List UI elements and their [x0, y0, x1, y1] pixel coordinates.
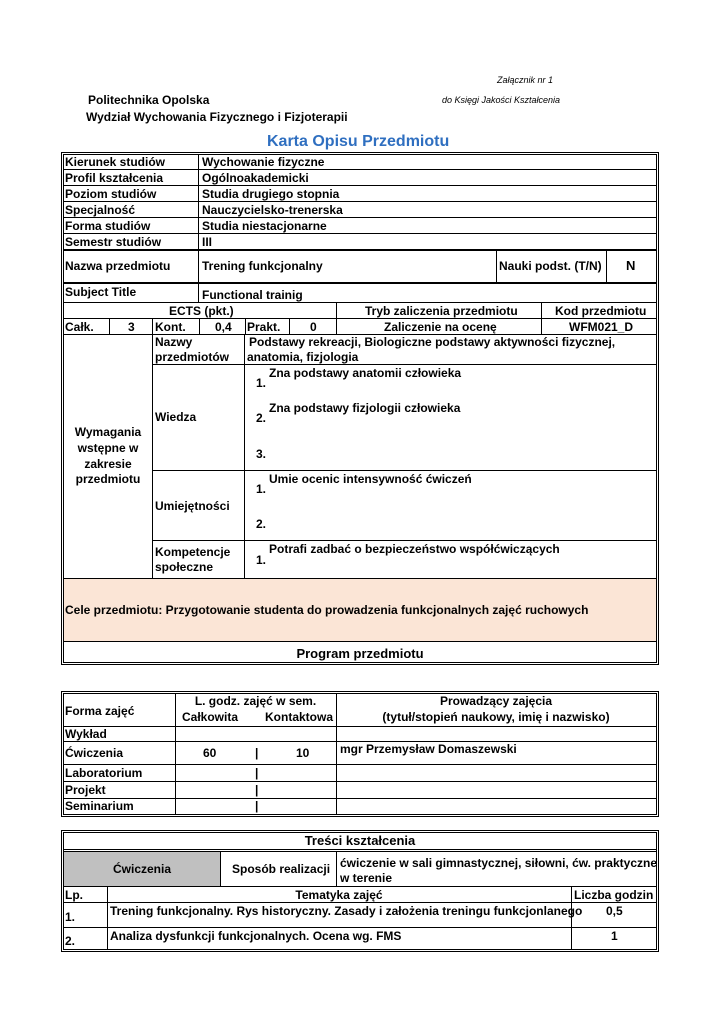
row-lecture-label: Wykład — [65, 727, 107, 741]
hours-header: L. godz. zajęć w sem. — [194, 694, 317, 708]
requirements-title-line3: zakresie — [84, 457, 132, 471]
delivery-method-line1: ćwiczenie w sali gimnastycznej, siłowni, ćw. praktyczne — [340, 856, 658, 870]
university-name: Politechnika Opolska — [88, 93, 210, 107]
prerequisite-names-label-line2: przedmiotów — [155, 350, 229, 364]
hours-contact-header: Kontaktowa — [265, 710, 334, 724]
ects-contact-label: Kont. — [155, 320, 186, 334]
topic-row-1-text: Trening funkcjonalny. Rys historyczny. Zasady i założenia treningu funkcjonlanego — [110, 904, 583, 918]
row-project-separator: | — [255, 783, 259, 797]
social-competence-label-line2: społeczne — [155, 560, 214, 574]
topic-row-2-text: Analiza dysfunkcji funkcjonalnych. Ocena wg. FMS — [110, 929, 402, 943]
knowledge-label: Wiedza — [155, 410, 197, 424]
col-topic-header: Tematyka zajęć — [295, 888, 383, 902]
info-label-specialty: Specjalność — [65, 203, 136, 217]
program-title: Program przedmiotu — [296, 646, 424, 661]
info-label-profile: Profil kształcenia — [65, 171, 164, 185]
prerequisite-names-value-line2: anatomia, fizjologia — [247, 350, 359, 364]
teacher-header-line2: (tytuł/stopień naukowy, imię i nazwisko) — [382, 710, 610, 724]
social-competence-item-1: Potrafi zadbać o bezpieczeństwo współćwiczących — [269, 542, 560, 556]
row-exercises-total: 60 — [203, 746, 217, 760]
ects-practical-label: Prakt. — [247, 320, 281, 334]
subject-name-label: Nazwa przedmiotu — [65, 259, 171, 273]
course-code-value: WFM021_D — [569, 320, 634, 334]
knowledge-number-3: 3. — [256, 447, 267, 461]
ects-practical-value: 0 — [310, 320, 317, 334]
topic-row-2-number: 2. — [65, 934, 76, 948]
class-type: Ćwiczenia — [112, 862, 172, 876]
ects-total-label: Całk. — [65, 320, 94, 334]
exam-mode-header: Tryb zaliczenia przedmiotu — [365, 304, 518, 318]
row-project-label: Projekt — [65, 783, 106, 797]
row-exercises-separator: | — [255, 746, 259, 760]
delivery-method-label: Sposób realizacji — [232, 862, 331, 876]
row-exercises-teacher: mgr Przemysław Domaszewski — [340, 742, 517, 756]
requirements-title-line1: Wymagania — [74, 425, 142, 439]
teacher-header-line1: Prowadzący zajęcia — [439, 694, 553, 708]
info-label-semester: Semestr studiów — [65, 235, 162, 249]
knowledge-item-1: Zna podstawy anatomii człowieka — [269, 366, 462, 380]
course-goals: Cele przedmiotu: Przygotowanie studenta do prowadzenia funkcjonalnych zajęć ruchowych — [65, 603, 589, 617]
ects-total-value: 3 — [128, 320, 135, 334]
info-label-field: Kierunek studiów — [65, 155, 166, 169]
skills-item-1: Umie ocenic intensywność ćwiczeń — [269, 472, 472, 486]
document-title: Karta Opisu Przedmiotu — [267, 133, 450, 150]
content-title: Treści kształcenia — [304, 833, 416, 848]
subject-title-label: Subject Title — [65, 285, 137, 299]
info-value-semester: III — [202, 235, 213, 249]
class-form-header: Forma zajęć — [65, 704, 135, 718]
knowledge-number-1: 1. — [256, 376, 267, 390]
subject-title-value: Functional trainig — [202, 288, 303, 302]
info-value-form: Studia niestacjonarne — [202, 219, 327, 233]
prerequisite-names-label-line1: Nazwy — [155, 335, 193, 349]
info-label-level: Poziom studiów — [65, 187, 157, 201]
topic-row-2-hours: 1 — [611, 929, 618, 943]
ects-contact-value: 0,4 — [215, 320, 232, 334]
knowledge-item-2: Zna podstawy fizjologii człowieka — [269, 401, 461, 415]
requirements-title-line4: przedmiotu — [75, 472, 141, 486]
row-exercises-label: Ćwiczenia — [65, 746, 124, 760]
knowledge-number-2: 2. — [256, 411, 267, 425]
annex-label: Załącznik nr 1 — [497, 75, 554, 85]
basic-sciences-value: N — [626, 258, 636, 273]
exam-mode-value: Zaliczenie na ocenę — [384, 320, 497, 334]
ects-header: ECTS (pkt.) — [169, 304, 234, 318]
col-hours-header: Liczba godzin — [574, 888, 654, 902]
social-competence-number-1: 1. — [256, 553, 267, 567]
skills-label: Umiejętności — [155, 499, 230, 513]
course-code-header: Kod przedmiotu — [555, 304, 647, 318]
delivery-method-line2: w terenie — [340, 871, 393, 885]
requirements-title-line2: wstępne w — [77, 441, 139, 455]
info-value-specialty: Nauczycielsko-trenerska — [202, 203, 343, 217]
annex-reference: do Księgi Jakości Kształcenia — [442, 95, 561, 105]
info-value-level: Studia drugiego stopnia — [202, 187, 340, 201]
row-exercises-contact: 10 — [296, 746, 310, 760]
prerequisite-names-value-line1: Podstawy rekreacji, Biologiczne podstawy aktywności fizycznej, — [249, 335, 616, 349]
skills-number-2: 2. — [256, 517, 267, 531]
faculty-name: Wydział Wychowania Fizycznego i Fizjoterapii — [86, 110, 348, 124]
row-laboratory-label: Laboratorium — [65, 766, 143, 780]
info-value-field: Wychowanie fizyczne — [202, 155, 325, 169]
col-number-header: Lp. — [65, 888, 83, 902]
info-label-form: Forma studiów — [65, 219, 151, 233]
topic-row-1-hours: 0,5 — [606, 904, 623, 918]
skills-number-1: 1. — [256, 482, 267, 496]
subject-name-value: Trening funkcjonalny — [202, 259, 323, 273]
row-seminar-separator: | — [255, 799, 259, 813]
row-laboratory-separator: | — [255, 766, 259, 780]
row-seminar-label: Seminarium — [65, 799, 134, 813]
info-value-profile: Ogólnoakademicki — [202, 171, 309, 185]
basic-sciences-label: Nauki podst. (T/N) — [499, 259, 602, 273]
social-competence-label-line1: Kompetencje — [155, 545, 231, 559]
topic-row-1-number: 1. — [65, 910, 76, 924]
hours-total-header: Całkowita — [182, 710, 239, 724]
